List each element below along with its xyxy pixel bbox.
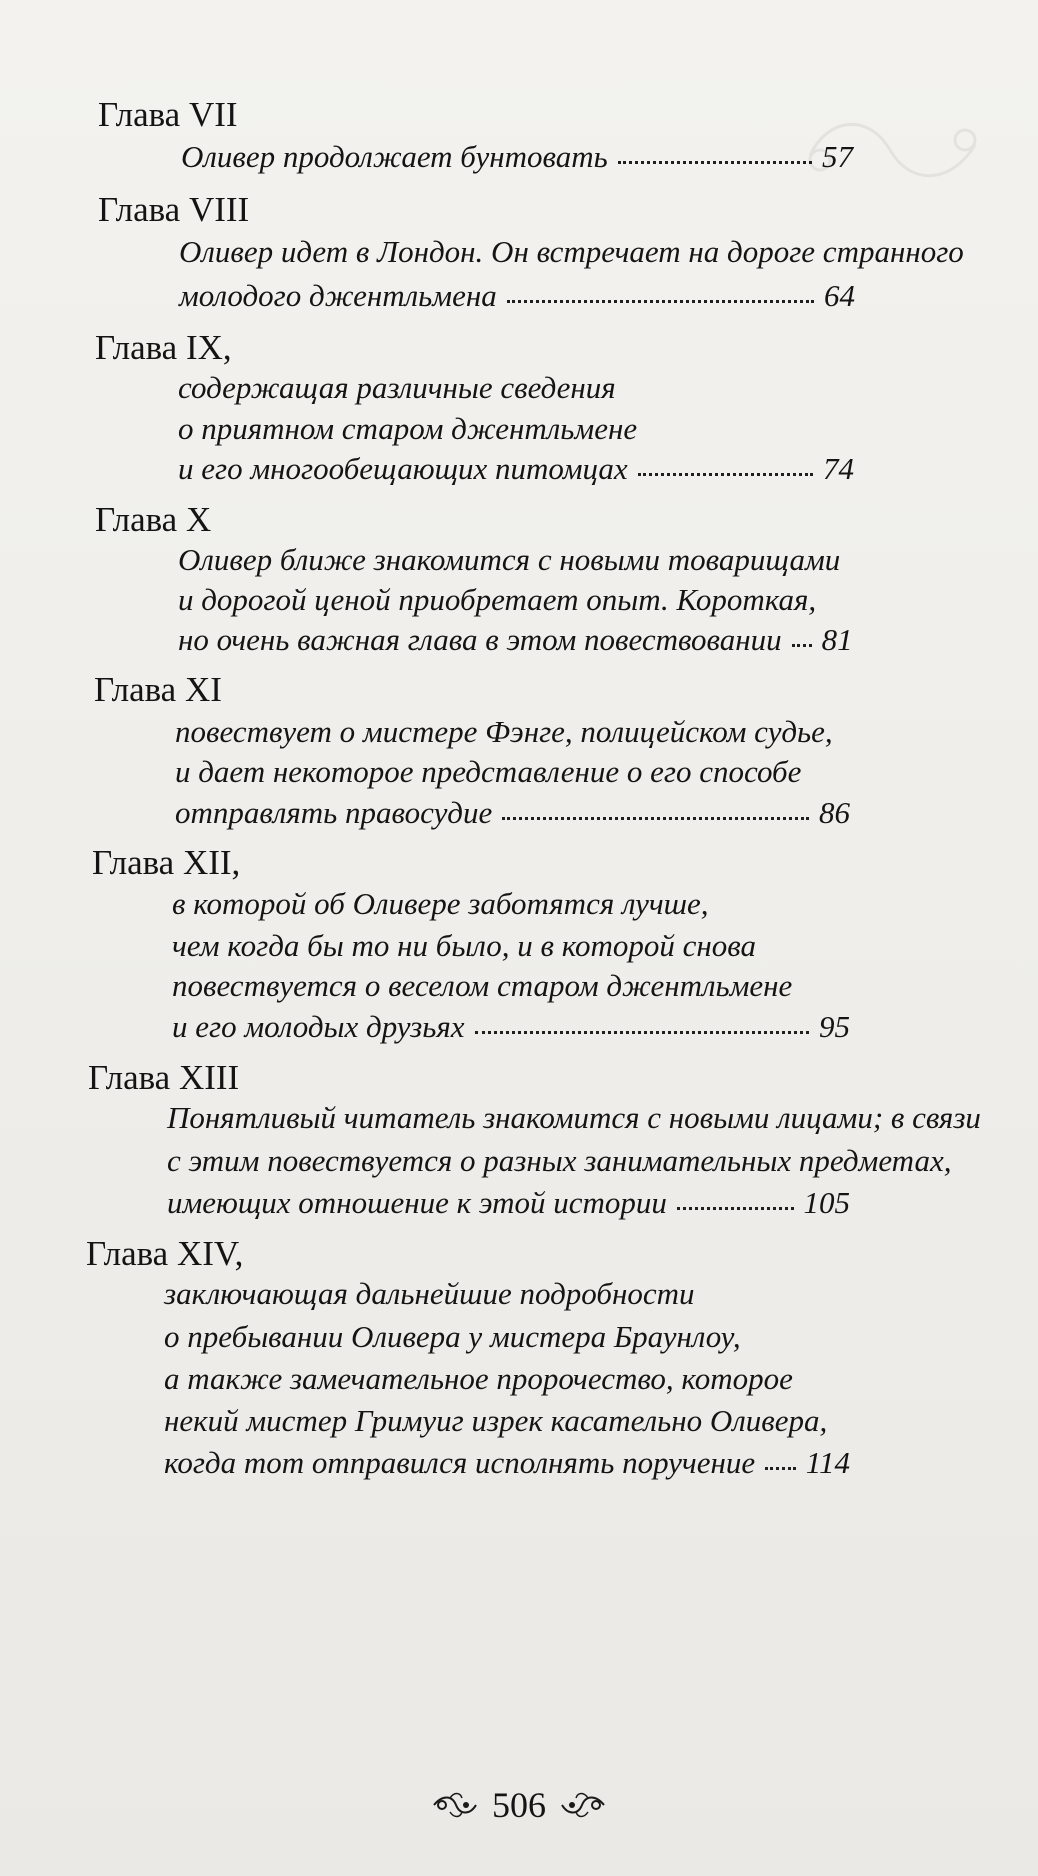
toc-entry[interactable] xyxy=(179,280,855,311)
page-number-footer: 506 xyxy=(492,1785,546,1825)
dot-leader xyxy=(475,1031,809,1034)
entry-text: имеющих отношение к этой истории xyxy=(167,1185,667,1220)
toc-entry[interactable] xyxy=(181,141,853,172)
entry-line: в которой об Оливере заботятся лучше, xyxy=(172,886,709,921)
entry-text: но очень важная глава в этом повествовании xyxy=(178,622,782,657)
entry-text: Оливер продолжает бунтовать xyxy=(181,139,608,174)
entry-text: и его молодых друзьях xyxy=(172,1009,465,1044)
dot-leader xyxy=(792,644,812,647)
page-number: 57 xyxy=(822,139,853,174)
entry-line: а также замечательное пророчество, которое xyxy=(164,1361,793,1396)
entry-line: содержащая различные сведения xyxy=(178,370,616,405)
page-footer xyxy=(0,1780,1038,1830)
chapter-title: Глава XI xyxy=(94,670,222,709)
page-number: 74 xyxy=(823,451,854,486)
entry-line: о приятном старом джентльмене xyxy=(178,411,638,446)
chapter-title: Глава IX, xyxy=(95,328,232,367)
chapter-title: Глава X xyxy=(95,500,212,539)
dot-leader xyxy=(618,161,812,164)
entry-line: Оливер идет в Лондон. Он встречает на дороге странного xyxy=(179,234,964,269)
chapter-title: Глава XIV, xyxy=(86,1234,244,1273)
chapter-title: Глава VIII xyxy=(98,190,250,229)
entry-line: Оливер ближе знакомится с новыми товарищами xyxy=(178,542,841,577)
fleuron-right-icon xyxy=(560,1790,606,1820)
entry-line: и дает некоторое представление о его способе xyxy=(175,754,802,789)
entry-text: отправлять правосудие xyxy=(175,795,493,830)
entry-line: и дорогой ценой приобретает опыт. Короткая, xyxy=(178,582,817,617)
page-number: 114 xyxy=(805,1445,850,1480)
entry-text: молодого джентльмена xyxy=(179,278,497,313)
chapter-title: Глава XII, xyxy=(92,843,241,882)
toc-entry[interactable] xyxy=(164,1447,850,1478)
dot-leader xyxy=(502,817,809,820)
entry-text: когда тот отправился исполнять поручение xyxy=(164,1445,756,1480)
entry-line: повествует о мистере Фэнге, полицейском судье, xyxy=(175,714,833,749)
chapter-title: Глава VII xyxy=(98,95,238,134)
toc-entry[interactable] xyxy=(175,797,850,828)
dot-leader xyxy=(638,473,813,476)
entry-line: заключающая дальнейшие подробности xyxy=(164,1276,695,1311)
chapter-title: Глава XIII xyxy=(88,1058,240,1097)
entry-line: чем когда бы то ни было, и в которой снова xyxy=(172,928,757,963)
fleuron-left-icon xyxy=(432,1790,478,1820)
entry-line: о пребывании Оливера у мистера Браунлоу, xyxy=(164,1319,741,1354)
page-number: 105 xyxy=(803,1185,850,1220)
toc-entry[interactable] xyxy=(172,1011,850,1042)
dot-leader xyxy=(507,300,814,303)
entry-line: с этим повествуется о разных занимательных предметах, xyxy=(167,1143,952,1178)
entry-line: Понятливый читатель знакомится с новыми лицами; в связи xyxy=(167,1100,981,1135)
page-number: 81 xyxy=(821,622,853,657)
dot-leader xyxy=(677,1207,794,1210)
entry-line: некий мистер Гримуиг изрек касательно Оливера, xyxy=(164,1403,828,1438)
entry-text: и его многообещающих питомцах xyxy=(178,451,628,486)
page-number: 86 xyxy=(819,795,850,830)
toc-entry[interactable] xyxy=(167,1187,850,1218)
entry-line: повествуется о веселом старом джентльмене xyxy=(172,968,793,1003)
page-number: 64 xyxy=(824,278,855,313)
toc-entry[interactable] xyxy=(178,622,853,657)
toc-entry[interactable] xyxy=(178,453,854,484)
dot-leader xyxy=(765,1467,796,1470)
page-number: 95 xyxy=(819,1009,850,1044)
